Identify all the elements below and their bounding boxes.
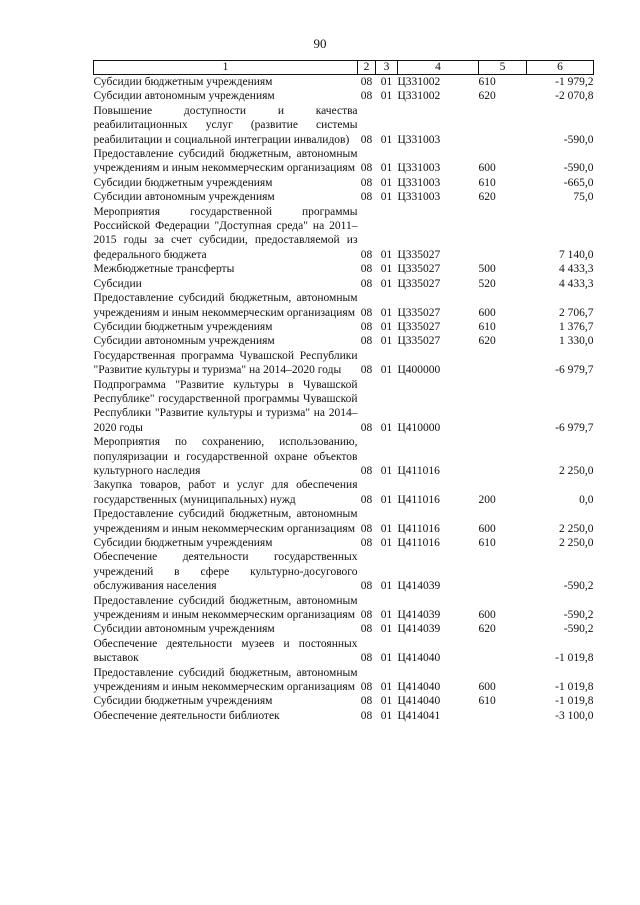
row-name: Предоставление субсидий бюджетным, автономным учреждениям и иным некоммерческим организациям: [93, 148, 358, 175]
table-row: [94, 694, 594, 708]
row-amount: -3 100,0: [555, 709, 594, 722]
row-section: 08: [360, 709, 373, 722]
row-expense-type: [479, 709, 527, 723]
row-amount: -6 979,7: [555, 421, 594, 434]
row-subsection: 01: [380, 464, 393, 477]
row-section: 08: [360, 652, 373, 665]
row-section: 08: [360, 133, 373, 146]
row-name: Обеспечение деятельности библиотек: [93, 709, 280, 722]
table-row: [94, 378, 594, 436]
table-row: [94, 147, 594, 176]
row-subsection: 01: [380, 191, 393, 204]
header-col-5: 5: [479, 61, 527, 75]
row-expense-type: [479, 205, 527, 263]
row-expense-type: 610: [478, 76, 496, 88]
row-expense-type: [479, 637, 527, 666]
row-subsection: 01: [380, 421, 393, 434]
row-subsection: 01: [380, 263, 393, 276]
row-amount: 4 433,3: [559, 263, 594, 276]
row-name: Государственная программа Чувашской Республики "Развитие культуры и туризма" на 2014–2020 годы: [93, 349, 358, 377]
row-name: Мероприятия государственной программы Российской Федерации "Доступная среда" на 2011–2015 годы за счет субсидии, предоставляемой из федерального бюджета: [93, 205, 358, 261]
row-subsection: 01: [380, 335, 393, 348]
row-section: 08: [360, 522, 373, 535]
row-expense-type: 600: [478, 609, 496, 622]
row-expense-type: [479, 349, 527, 378]
row-name: Обеспечение деятельности музеев и постоянных выставок: [93, 637, 358, 665]
row-amount: -1 019,8: [555, 695, 594, 708]
row-name: Подпрограмма "Развитие культуры в Чувашской Республике" государственной программы Чувашской Республики "Развитие культуры и туризма" на 2014–2020 годы: [93, 378, 358, 434]
row-name: Субсидии бюджетным учреждениям: [93, 76, 273, 88]
row-name: Субсидии автономным учреждениям: [93, 623, 275, 636]
row-expense-type: 600: [478, 162, 496, 175]
row-section: 08: [360, 263, 373, 276]
table-row: [94, 104, 594, 147]
table-row: [94, 205, 594, 263]
row-target-article: Ц331002: [397, 76, 441, 88]
row-amount: -590,0: [563, 133, 594, 146]
row-amount: 0,0: [579, 493, 594, 506]
row-target-article: Ц411016: [397, 522, 440, 535]
row-name: Повышение доступности и качества реабилитационных услуг (развитие системы реабилитации и социальной интеграции инвалидов): [93, 104, 358, 146]
row-expense-type: 600: [478, 522, 496, 535]
row-name: Мероприятия по сохранению, использованию, популяризации и государственной охране объектов культурного наследия: [93, 436, 358, 477]
row-expense-type: 620: [478, 335, 496, 348]
row-target-article: Ц331003: [397, 176, 441, 189]
row-target-article: Ц411016: [397, 537, 440, 549]
table-row: [94, 75, 594, 90]
row-amount: -590,2: [563, 580, 594, 593]
table-row: [94, 709, 594, 723]
row-amount: 2 250,0: [559, 522, 594, 535]
row-expense-type: [479, 378, 527, 436]
row-expense-type: 500: [478, 263, 496, 276]
row-target-article: Ц331003: [397, 191, 441, 204]
row-amount: -1 019,8: [555, 681, 594, 694]
row-subsection: 01: [380, 364, 393, 377]
row-section: 08: [360, 623, 373, 636]
row-expense-type: 610: [478, 537, 496, 549]
header-col-4: 4: [398, 61, 479, 75]
row-amount: -590,2: [563, 609, 594, 622]
row-amount: -1 019,8: [555, 652, 594, 665]
row-target-article: Ц414040: [397, 652, 441, 665]
table-row: [94, 277, 594, 291]
row-subsection: 01: [380, 277, 393, 290]
row-subsection: 01: [380, 709, 393, 722]
row-amount: -6 979,7: [555, 364, 594, 377]
row-target-article: Ц335027: [397, 263, 441, 276]
row-amount: -2 070,8: [555, 90, 594, 103]
row-name: Предоставление субсидий бюджетным, автономным учреждениям и иным некоммерческим организациям: [93, 292, 358, 319]
row-target-article: Ц331003: [397, 133, 441, 146]
table-row: [94, 594, 594, 623]
row-target-article: Ц414041: [397, 709, 441, 722]
table-row: [94, 349, 594, 378]
row-subsection: 01: [380, 623, 393, 636]
row-expense-type: [479, 550, 527, 593]
row-expense-type: 610: [478, 176, 496, 189]
table-row: [94, 291, 594, 320]
row-section: 08: [360, 464, 373, 477]
row-amount: 2 250,0: [559, 537, 594, 549]
row-amount: 1 376,7: [559, 320, 594, 333]
row-section: 08: [360, 537, 373, 549]
row-subsection: 01: [380, 695, 393, 708]
row-expense-type: 200: [478, 493, 496, 506]
row-subsection: 01: [380, 580, 393, 593]
row-section: 08: [360, 695, 373, 708]
row-amount: 7 140,0: [559, 248, 594, 261]
row-target-article: Ц414039: [397, 609, 441, 622]
row-amount: -665,0: [563, 176, 594, 189]
row-subsection: 01: [380, 248, 393, 261]
table-row: [94, 262, 594, 276]
row-target-article: Ц331002: [397, 90, 441, 103]
row-expense-type: 620: [478, 90, 496, 103]
row-subsection: 01: [380, 176, 393, 189]
row-target-article: Ц335027: [397, 335, 441, 348]
row-subsection: 01: [380, 90, 393, 103]
row-target-article: Ц411016: [397, 493, 440, 506]
row-target-article: Ц410000: [397, 421, 441, 434]
table-row: [94, 507, 594, 536]
row-section: 08: [360, 90, 373, 103]
table-row: [94, 637, 594, 666]
row-section: 08: [360, 277, 373, 290]
row-subsection: 01: [380, 133, 393, 146]
row-name: Субсидии автономным учреждениям: [93, 335, 275, 348]
row-expense-type: 600: [478, 306, 496, 319]
row-subsection: 01: [380, 76, 393, 88]
row-name: Обеспечение деятельности государственных учреждений в сфере культурно-досугового обслуживания населения: [93, 551, 358, 593]
row-name: Предоставление субсидий бюджетным, автономным учреждениям и иным некоммерческим организациям: [93, 666, 358, 694]
table-row: [94, 478, 594, 507]
row-target-article: Ц414040: [397, 681, 441, 694]
row-name: Предоставление субсидий бюджетным, автономным учреждениям и иным некоммерческим организациям: [93, 508, 358, 535]
row-amount: -590,0: [563, 162, 594, 175]
row-name: Межбюджетные трансферты: [93, 263, 235, 276]
row-section: 08: [360, 162, 373, 175]
table-row: [94, 89, 594, 103]
row-target-article: Ц335027: [397, 320, 441, 333]
row-target-article: Ц335027: [397, 277, 441, 290]
row-expense-type: 620: [478, 191, 496, 204]
row-name: Субсидии бюджетным учреждениям: [93, 320, 273, 333]
row-name: Закупка товаров, работ и услуг для обеспечения государственных (муниципальных) нужд: [93, 479, 358, 506]
row-section: 08: [360, 176, 373, 189]
row-amount: -590,2: [563, 623, 594, 636]
row-section: 08: [360, 681, 373, 694]
row-expense-type: 610: [478, 320, 496, 333]
row-name: Предоставление субсидий бюджетным, автономным учреждениям и иным некоммерческим организациям: [93, 594, 358, 622]
table-row: [94, 435, 594, 478]
row-name: Субсидии бюджетным учреждениям: [93, 176, 273, 189]
header-col-2: 2: [358, 61, 376, 75]
row-section: 08: [360, 335, 373, 348]
row-section: 08: [360, 76, 373, 88]
row-target-article: Ц331003: [397, 162, 441, 175]
row-section: 08: [360, 493, 373, 506]
row-subsection: 01: [380, 652, 393, 665]
row-expense-type: [479, 435, 527, 478]
row-section: 08: [360, 609, 373, 622]
table-row: [94, 334, 594, 348]
header-col-6: 6: [527, 61, 594, 75]
row-amount: 1 330,0: [559, 335, 594, 348]
row-target-article: Ц411016: [397, 464, 440, 477]
row-expense-type: 620: [478, 623, 496, 636]
table-row: [94, 550, 594, 593]
row-section: 08: [360, 248, 373, 261]
page-number: 90: [313, 36, 327, 51]
row-subsection: 01: [380, 493, 393, 506]
row-target-article: Ц414039: [397, 623, 441, 636]
table-row: [94, 176, 594, 190]
table-header-row: [94, 61, 594, 75]
row-target-article: Ц414040: [397, 695, 441, 708]
row-subsection: 01: [380, 537, 393, 549]
table-row: [94, 536, 594, 550]
row-name: Субсидии: [93, 277, 142, 290]
header-col-1: 1: [94, 61, 358, 75]
row-amount: -1 979,2: [555, 76, 594, 88]
row-target-article: Ц414039: [397, 580, 441, 593]
row-section: 08: [360, 421, 373, 434]
table-row: [94, 622, 594, 636]
row-section: 08: [360, 191, 373, 204]
row-target-article: Ц400000: [397, 364, 441, 377]
row-name: Субсидии бюджетным учреждениям: [93, 537, 273, 549]
row-target-article: Ц335027: [397, 306, 441, 319]
row-subsection: 01: [380, 306, 393, 319]
row-amount: 2 250,0: [559, 464, 594, 477]
table-row: [94, 190, 594, 204]
row-section: 08: [360, 364, 373, 377]
row-expense-type: [479, 104, 527, 147]
row-amount: 75,0: [573, 191, 594, 204]
row-expense-type: 600: [478, 681, 496, 694]
row-expense-type: 610: [478, 695, 496, 708]
row-subsection: 01: [380, 609, 393, 622]
row-target-article: Ц335027: [397, 248, 441, 261]
table-row: [94, 666, 594, 695]
row-name: Субсидии автономным учреждениям: [93, 191, 275, 204]
table-row: [94, 320, 594, 334]
row-amount: 4 433,3: [559, 277, 594, 290]
row-section: 08: [360, 580, 373, 593]
row-subsection: 01: [380, 162, 393, 175]
row-expense-type: 520: [478, 277, 496, 290]
row-section: 08: [360, 306, 373, 319]
row-subsection: 01: [380, 681, 393, 694]
budget-table: [93, 60, 594, 723]
row-name: Субсидии бюджетным учреждениям: [93, 695, 273, 708]
row-section: 08: [360, 320, 373, 333]
row-subsection: 01: [380, 522, 393, 535]
row-amount: 2 706,7: [559, 306, 594, 319]
row-name: Субсидии автономным учреждениям: [93, 90, 275, 103]
row-subsection: 01: [380, 320, 393, 333]
header-col-3: 3: [376, 61, 398, 75]
